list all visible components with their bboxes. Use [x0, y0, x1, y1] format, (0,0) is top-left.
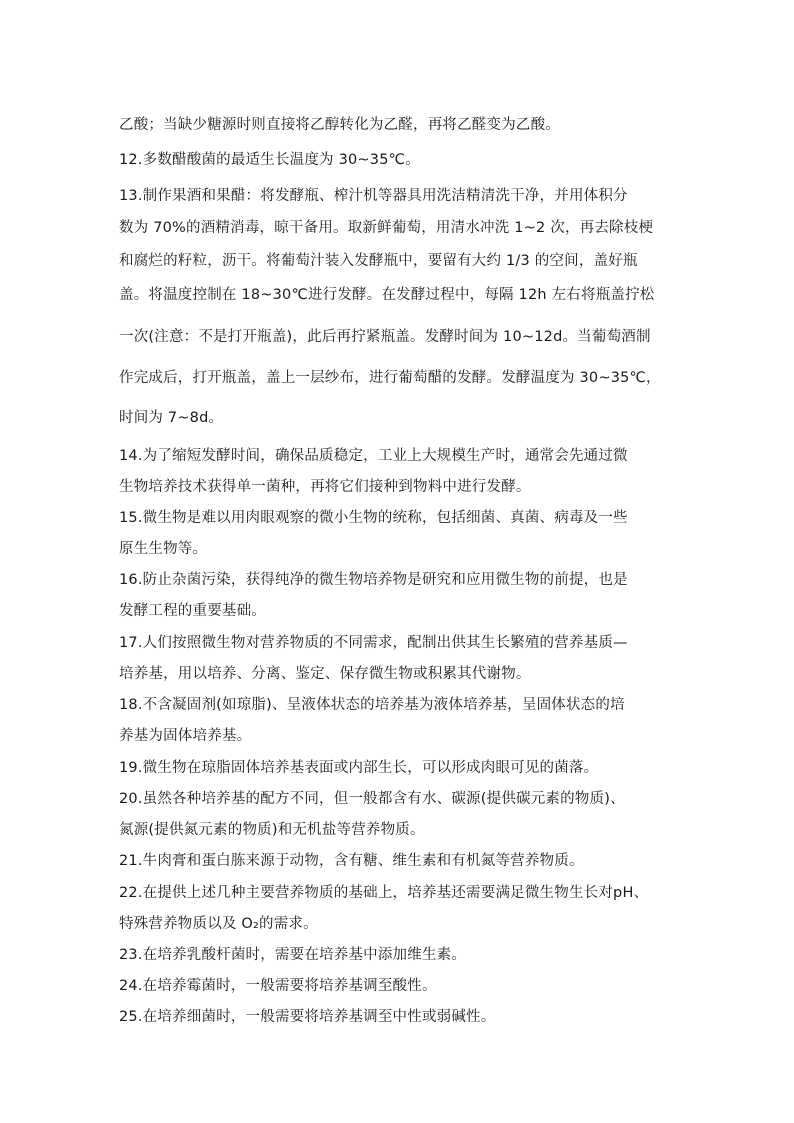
text-line: 21.牛肉膏和蛋白胨来源于动物，含有糖、维生素和有机氮等营养物质。: [119, 853, 584, 869]
text-line: 特殊营养物质以及 O₂的需求。: [119, 916, 318, 932]
text-line: 23.在培养乳酸杆菌时，需要在培养基中添加维生素。: [119, 947, 467, 963]
text-line: 盖。将温度控制在 18~30℃进行发酵。在发酵过程中，每隔 12h 左右将瓶盖拧松: [119, 287, 655, 303]
text-line: 氮源(提供氮元素的物质)和无机盐等营养物质。: [119, 822, 425, 838]
text-line: 14.为了缩短发酵时间，确保品质稳定，工业上大规模生产时，通常会先通过微: [119, 448, 628, 464]
text-line: 生物培养技术获得单一菌种，再将它们接种到物料中进行发酵。: [119, 479, 531, 495]
text-line: 原生生物等。: [119, 541, 208, 557]
text-line: 培养基，用以培养、分离、鉴定、保存微生物或积累其代谢物。: [119, 666, 531, 682]
text-line: 时间为 7~8d。: [119, 410, 224, 426]
text-line: 作完成后，打开瓶盖，盖上一层纱布，进行葡萄醋的发酵。发酵温度为 30~35℃，: [119, 370, 661, 386]
text-line: 乙酸；当缺少糖源时则直接将乙醇转化为乙醛，再将乙醛变为乙酸。: [119, 117, 560, 133]
text-line: 17.人们按照微生物对营养物质的不同需求，配制出供其生长繁殖的营养基质—: [119, 635, 628, 651]
text-line: 养基为固体培养基。: [119, 728, 252, 744]
text-line: 20.虽然各种培养基的配方不同，但一般都含有水、碳源(提供碳元素的物质)、: [119, 791, 625, 807]
text-line: 16.防止杂菌污染，获得纯净的微生物培养物是研究和应用微生物的前提，也是: [119, 572, 628, 588]
text-line: 18.不含凝固剂(如琼脂)、呈液体状态的培养基为液体培养基，呈固体状态的培: [119, 697, 625, 713]
text-line: 数为 70%的酒精消毒，晾干备用。取新鲜葡萄，用清水冲洗 1~2 次，再去除枝梗: [119, 220, 654, 236]
text-line: 15.微生物是难以用肉眼观察的微小生物的统称，包括细菌、真菌、病毒及一些: [119, 510, 628, 526]
text-line: 19.微生物在琼脂固体培养基表面或内部生长，可以形成肉眼可见的菌落。: [119, 760, 599, 776]
text-line: 和腐烂的籽粒，沥干。将葡萄汁装入发酵瓶中，要留有大约 1/3 的空间，盖好瓶: [119, 253, 638, 269]
text-line: 12.多数醋酸菌的最适生长温度为 30~35℃。: [119, 152, 420, 168]
text-line: 25.在培养细菌时，一般需要将培养基调至中性或弱碱性。: [119, 1009, 496, 1025]
text-line: 22.在提供上述几种主要营养物质的基础上，培养基还需要满足微生物生长对pH、: [119, 885, 649, 901]
text-line: 24.在培养霉菌时，一般需要将培养基调至酸性。: [119, 978, 437, 994]
text-line: 发酵工程的重要基础。: [119, 603, 266, 619]
text-line: 一次(注意：不是打开瓶盖)，此后再拧紧瓶盖。发酵时间为 10~12d。当葡萄酒制: [119, 329, 651, 345]
text-line: 13.制作果酒和果醋：将发酵瓶、榨汁机等器具用洗洁精清洗干净，并用体积分: [119, 188, 628, 204]
